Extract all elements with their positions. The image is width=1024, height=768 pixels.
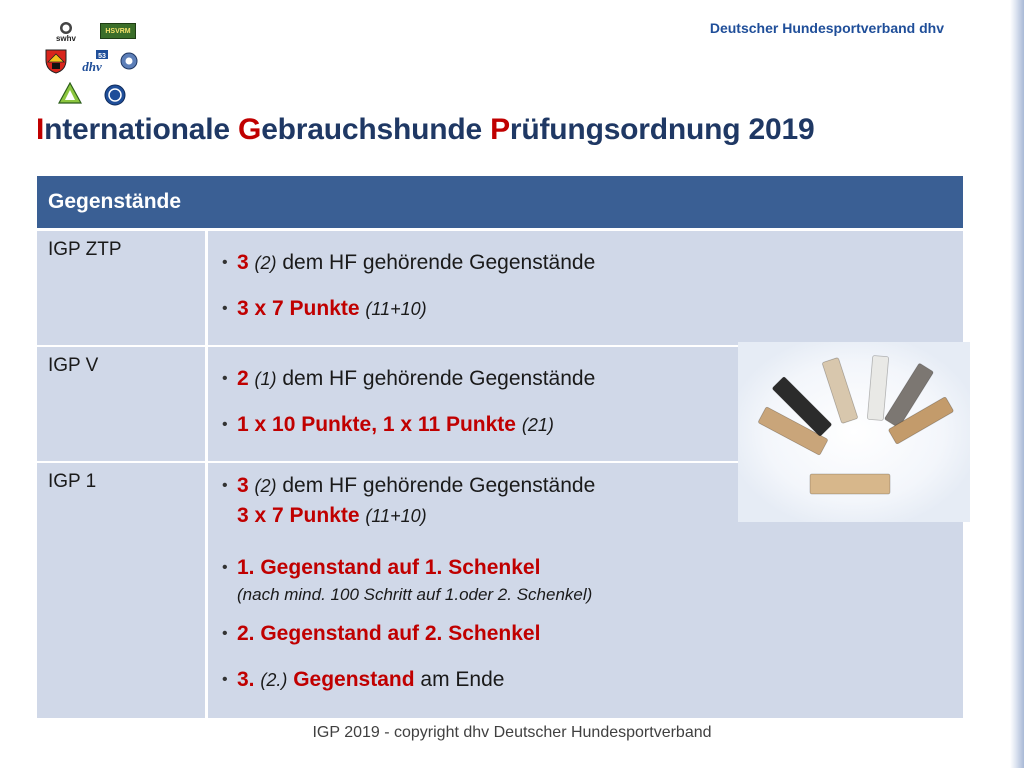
dsv-emblem-icon	[104, 84, 126, 106]
item-points: 1 x 10 Punkte, 1 x 11 Punkte	[237, 413, 516, 436]
item-count: 3	[237, 251, 249, 274]
table-header: Gegenstände	[37, 176, 963, 230]
title-word-internationale: nternationale	[44, 113, 239, 146]
item-second-article: 2. Gegenstand auf 2. Schenkel	[237, 622, 541, 645]
page-title	[36, 113, 814, 147]
swhv-logo-text: swhv	[55, 34, 77, 42]
item-text: dem HF gehörende Gegenstände	[282, 367, 596, 390]
item-points: 3 x 7 Punkte	[237, 297, 360, 320]
title-word-pruefungsordnung: rüfungsordnung 2019	[509, 113, 815, 146]
list-item	[220, 556, 963, 606]
item-points-alt: (11+10)	[365, 299, 427, 319]
list-item	[220, 668, 963, 692]
item-third-number-alt: (2.)	[260, 670, 288, 690]
item-count-alt: (1)	[254, 369, 277, 389]
organization-name: Deutscher Hundesportverband dhv	[709, 20, 944, 36]
round-badge-logo	[120, 52, 138, 70]
item-text: dem HF gehörende Gegenstände	[282, 474, 596, 497]
row-items-igp-ztp	[207, 230, 964, 347]
dhv-logo-text: dhv	[82, 59, 102, 74]
item-points: 3 x 7 Punkte	[237, 504, 360, 527]
wooden-articles-image	[738, 342, 970, 522]
title-initial-g: G	[238, 113, 262, 146]
slide-right-border	[1010, 0, 1024, 768]
item-count: 3	[237, 474, 249, 497]
item-first-article-note: (nach mind. 100 Schritt auf 1.oder 2. Schenkel)	[237, 585, 593, 604]
round-badge-icon	[120, 52, 138, 70]
wooden-article	[810, 474, 890, 494]
item-third-article: Gegenstand	[293, 668, 415, 691]
item-text: dem HF gehörende Gegenstände	[282, 251, 596, 274]
swhv-emblem-icon	[52, 20, 80, 42]
item-points-alt: (21)	[521, 415, 554, 435]
wooden-articles-photo	[738, 342, 970, 522]
title-word-gebrauchshunde: ebrauchshunde	[261, 113, 491, 146]
item-count-alt: (2)	[254, 476, 277, 496]
row-label-igp-ztp: IGP ZTP	[37, 230, 207, 347]
item-count: 2	[237, 367, 249, 390]
title-initial-i: I	[36, 113, 45, 146]
list-item	[220, 622, 963, 646]
association-logos	[38, 18, 148, 110]
table-row-igp-ztp	[37, 230, 963, 347]
triangle-logo	[58, 82, 82, 104]
item-third-number: 3.	[237, 668, 255, 691]
triangle-emblem-icon	[58, 82, 82, 104]
photo-background	[738, 342, 970, 522]
item-third-location: am Ende	[420, 668, 505, 691]
item-count-alt: (2)	[254, 253, 277, 273]
hsvrm-logo	[100, 23, 136, 39]
dhv-badge-text: 53	[98, 53, 106, 60]
item-points-alt: (11+10)	[365, 506, 427, 526]
dhv-emblem-icon	[78, 50, 110, 74]
dhv-logo	[78, 50, 110, 74]
swhv-logo	[52, 20, 80, 42]
list-item	[220, 297, 963, 321]
dsv-logo	[104, 84, 126, 106]
shield-logo	[44, 48, 68, 74]
hsvrm-logo-text: HSVRM	[105, 27, 131, 35]
row-label-igp-v: IGP V	[37, 346, 207, 462]
row-label-igp-1: IGP 1	[37, 462, 207, 718]
list-item	[220, 251, 963, 275]
title-initial-p: P	[490, 113, 510, 146]
shield-icon	[44, 48, 68, 74]
table-header-row	[37, 176, 963, 230]
footer-copyright: IGP 2019 - copyright dhv Deutscher Hundesportverband	[312, 724, 712, 741]
item-first-article: 1. Gegenstand auf 1. Schenkel	[237, 556, 541, 579]
